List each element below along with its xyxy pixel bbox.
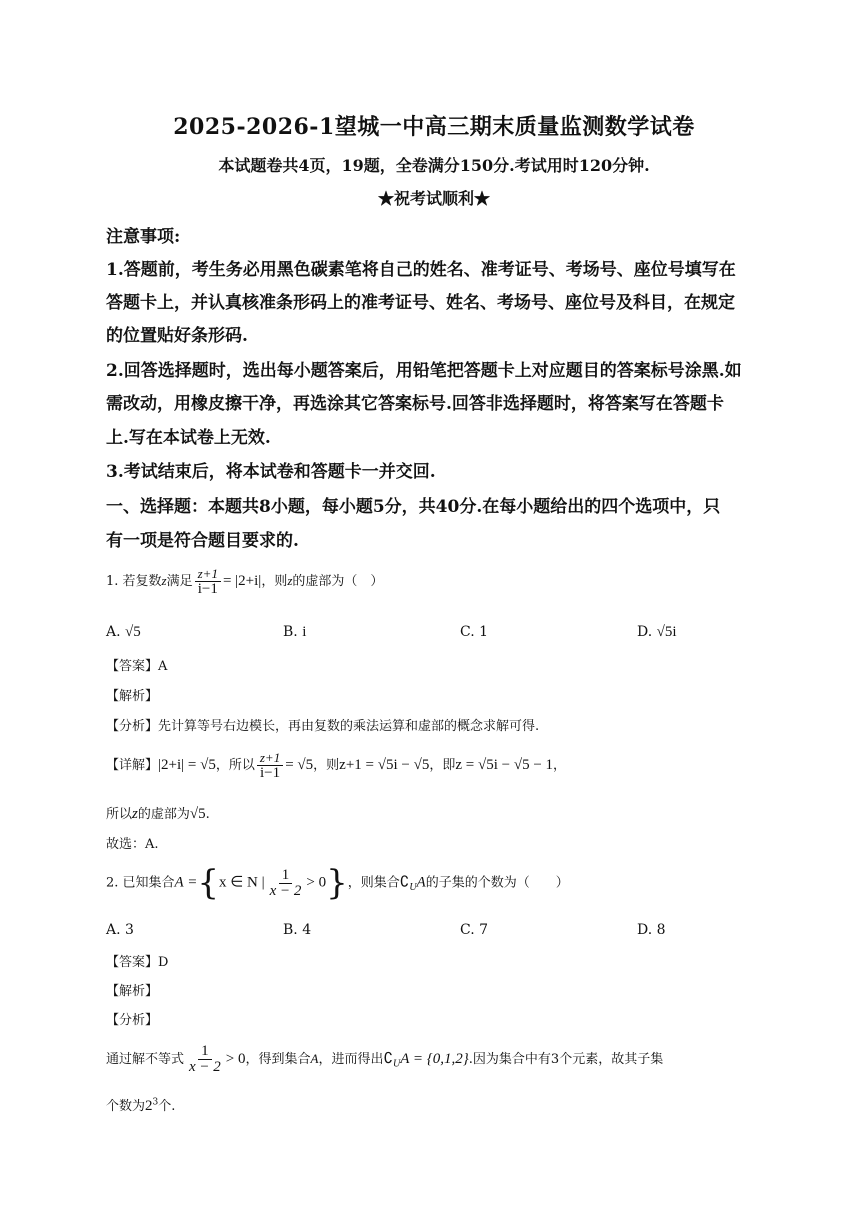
q2-fraction: $\frac{1}{x - 2}$ <box>269 866 302 899</box>
q2-option-c: C. 7 <box>460 922 489 938</box>
notice-item-2-line-3: 上.写在本试卷上无效. <box>106 428 271 448</box>
page-title: 2025-2026-1望城一中高三期末质量监测数学试卷 <box>173 114 695 140</box>
good-luck-line: ★祝考试顺利★ <box>377 189 490 208</box>
q2-analysis-body-line-1: 通过解不等式 $\frac{1}{x - 2}$ > 0，得到集合A，进而得出$∁_UA = \{0,1,2\}$.因为集合中有3个元素，故其子集 <box>106 1043 664 1075</box>
q2-option-a: A. 3 <box>106 922 134 938</box>
q2-answer: 【答案】D <box>106 955 169 970</box>
section-heading-line-2: 有一项是符合题目要求的. <box>106 531 299 551</box>
q1-conclusion: 所以z的虚部为√5. <box>106 806 210 822</box>
notice-item-2-line-2: 需改动，用橡皮擦干净，再选涂其它答案标号.回答非选择题时，将答案写在答题卡 <box>106 394 724 414</box>
q1-detailed-solution: 【详解】|2+i| = √5，所以 $\frac{z+1}{i-1}$ = √5，则z+1 = √5i − √5，即z = √5i − √5 − 1， <box>106 750 567 781</box>
q1-answer: 【答案】A <box>106 659 168 674</box>
q1-detail-fraction: $\frac{z+1}{i-1}$ <box>257 750 283 781</box>
notice-item-1-line-3: 的位置贴好条形码. <box>106 326 248 346</box>
q2-option-b: B. 4 <box>283 922 312 938</box>
q2-analysis-body-line-2: 个数为$2^3$个. <box>106 1097 176 1114</box>
section-heading-line-1: 一、选择题：本题共8小题，每小题5分，共40分.在每小题给出的四个选项中，只 <box>106 497 721 517</box>
q1-analysis-label: 【解析】 <box>106 689 159 704</box>
notice-item-1-line-2: 答题卡上，并认真核准条形码上的准考证号、姓名、考场号、座位号及科目，在规定 <box>106 293 735 313</box>
question-1-stem: 1. 若复数z满足 $\frac{z+1}{i-1}$ = |2+i|，则z的虚部为（ ） <box>106 566 384 597</box>
question-2-stem: 2. 已知集合A ={x ∈ N | $\frac{1}{x - 2}$ > 0}，则集合$∁_UA$的子集的个数为（ ） <box>106 863 569 903</box>
q2-analysis-label: 【解析】 <box>106 984 159 999</box>
notice-item-2-line-1: 2.回答选择题时，选出每小题答案后，用铅笔把答题卡上对应题目的答案标号涂黑.如 <box>106 361 742 381</box>
q2-option-d: D. 8 <box>637 922 666 938</box>
q2-body-fraction: $\frac{1}{x - 2}$ <box>189 1043 221 1075</box>
notice-heading: 注意事项: <box>106 227 181 247</box>
q2-analysis-summary-label: 【分析】 <box>106 1013 159 1028</box>
q1-option-d: D. √5i <box>637 624 677 640</box>
q1-analysis-summary: 【分析】先计算等号右边模长，再由复数的乘法运算和虚部的概念求解可得. <box>106 719 540 734</box>
q1-option-a: A. √5 <box>106 624 141 640</box>
q1-option-b: B. i <box>283 624 307 640</box>
notice-item-1-line-1: 1.答题前，考生务必用黑色碳素笔将自己的姓名、准考证号、考场号、座位号填写在 <box>106 260 736 280</box>
exam-info: 本试题卷共4页，19题，全卷满分150分.考试用时120分钟. <box>218 156 650 175</box>
q1-option-c: C. 1 <box>460 624 489 640</box>
q1-fraction: $\frac{z+1}{i-1}$ <box>195 566 221 597</box>
q1-final-choice: 故选：A. <box>106 837 159 852</box>
notice-item-3: 3.考试结束后，将本试卷和答题卡一并交回. <box>106 462 436 482</box>
